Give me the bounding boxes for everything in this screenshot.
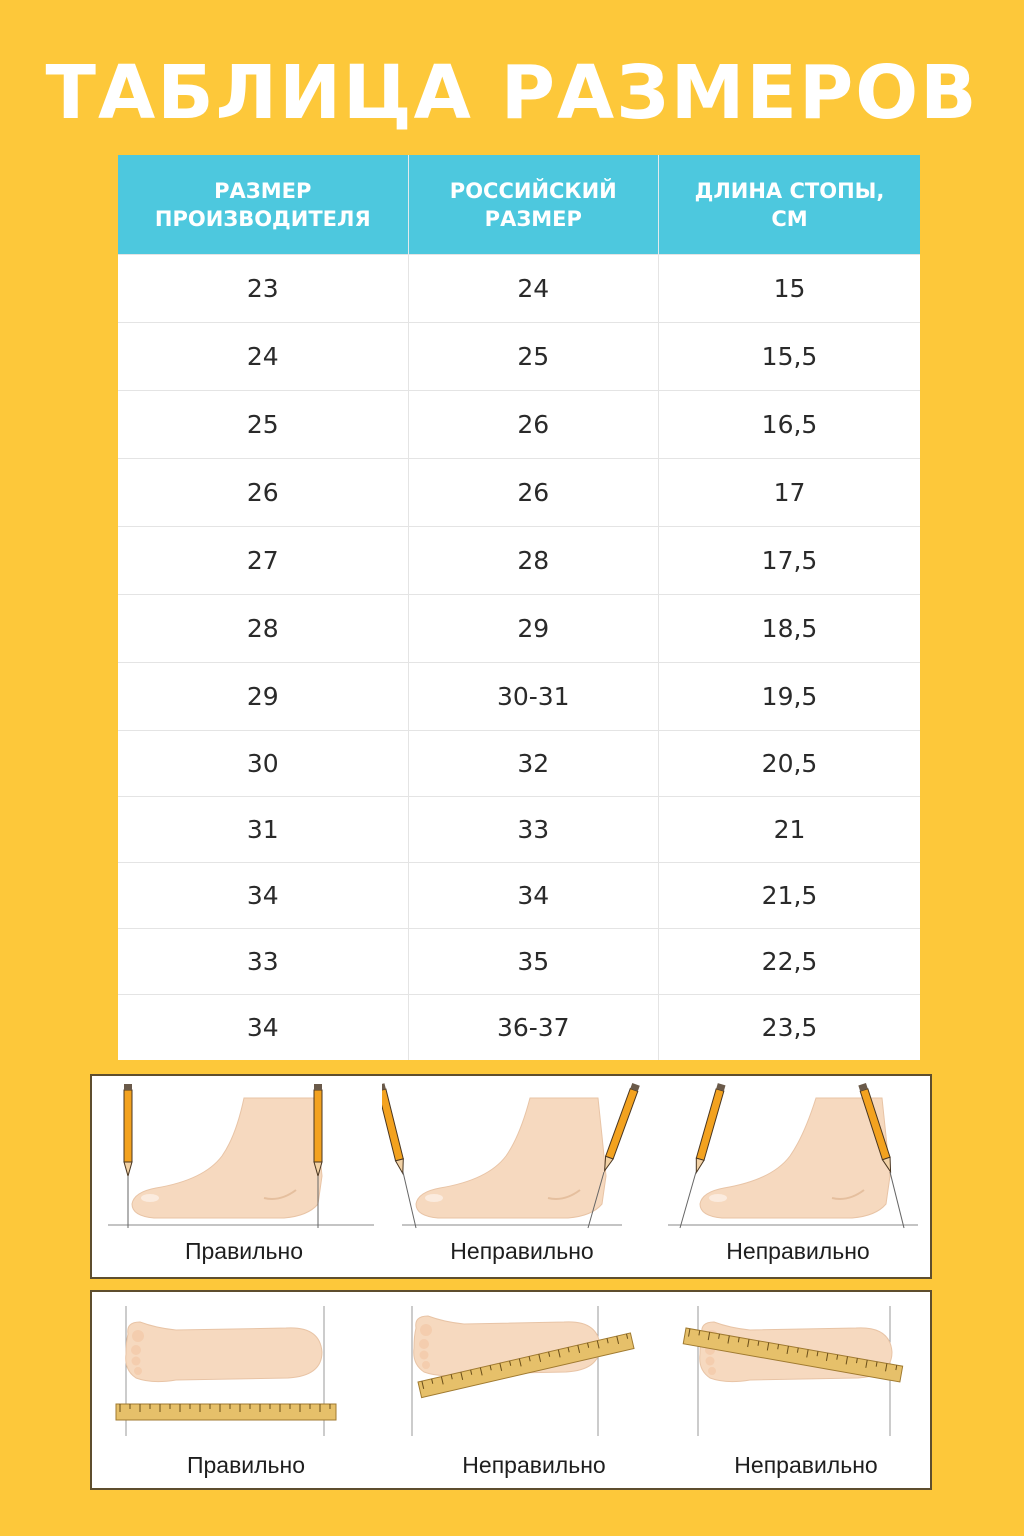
russian-size-cell: 32 <box>408 731 658 797</box>
manufacturer-size-cell: 23 <box>118 255 408 323</box>
top-view-incorrect-1 <box>394 1292 674 1488</box>
russian-size-cell: 36-37 <box>408 995 658 1061</box>
foot-length-cell: 17,5 <box>659 527 920 595</box>
russian-size-cell: 33 <box>408 797 658 863</box>
foot-top-with-ruler-icon <box>394 1292 674 1452</box>
top-view-panel <box>90 1290 932 1490</box>
manufacturer-size-cell: 24 <box>118 323 408 391</box>
foot-top-with-ruler-icon <box>666 1292 946 1452</box>
caption-incorrect-2: Неправильно <box>734 1452 878 1478</box>
russian-size-cell: 26 <box>408 459 658 527</box>
foot-length-cell: 22,5 <box>659 929 920 995</box>
table-row <box>118 527 920 595</box>
russian-size-cell: 24 <box>408 255 658 323</box>
foot-side-with-pencils-icon <box>382 1076 662 1236</box>
table-header-row <box>118 155 920 255</box>
table-row <box>118 391 920 459</box>
size-table <box>118 155 920 1060</box>
table-row <box>118 863 920 929</box>
top-view-incorrect-2 <box>666 1292 946 1488</box>
foot-length-cell: 15,5 <box>659 323 920 391</box>
russian-size-cell: 34 <box>408 863 658 929</box>
russian-size-cell: 35 <box>408 929 658 995</box>
foot-top-with-ruler-icon <box>106 1292 386 1452</box>
table-row <box>118 929 920 995</box>
manufacturer-size-cell: 31 <box>118 797 408 863</box>
manufacturer-size-cell: 25 <box>118 391 408 459</box>
table-row <box>118 323 920 391</box>
foot-length-cell: 23,5 <box>659 995 920 1061</box>
foot-length-cell: 19,5 <box>659 663 920 731</box>
caption-correct: Правильно <box>184 1238 304 1264</box>
foot-side-with-pencils-icon <box>658 1076 938 1236</box>
table-row <box>118 255 920 323</box>
russian-size-cell: 29 <box>408 595 658 663</box>
header-russian-size: РОССИЙСКИЙ РАЗМЕР <box>408 155 658 255</box>
table-body <box>118 255 920 1061</box>
table-row <box>118 595 920 663</box>
caption-incorrect-1: Неправильно <box>450 1238 594 1264</box>
foot-length-cell: 17 <box>659 459 920 527</box>
page-title: ТАБЛИЦА РАЗМЕРОВ <box>45 50 979 136</box>
manufacturer-size-cell: 29 <box>118 663 408 731</box>
caption-incorrect-1: Неправильно <box>462 1452 606 1478</box>
caption-correct: Правильно <box>186 1452 306 1478</box>
foot-length-cell: 21,5 <box>659 863 920 929</box>
table-row <box>118 995 920 1061</box>
manufacturer-size-cell: 30 <box>118 731 408 797</box>
side-view-correct <box>104 1076 384 1277</box>
table-row <box>118 731 920 797</box>
russian-size-cell: 30-31 <box>408 663 658 731</box>
table-row <box>118 663 920 731</box>
foot-length-cell: 20,5 <box>659 731 920 797</box>
foot-length-cell: 15 <box>659 255 920 323</box>
foot-side-with-pencils-icon <box>104 1076 384 1236</box>
manufacturer-size-cell: 34 <box>118 863 408 929</box>
manufacturer-size-cell: 27 <box>118 527 408 595</box>
side-view-incorrect-2 <box>658 1076 938 1277</box>
side-view-incorrect-1 <box>382 1076 662 1277</box>
russian-size-cell: 25 <box>408 323 658 391</box>
side-view-panel <box>90 1074 932 1279</box>
manufacturer-size-cell: 26 <box>118 459 408 527</box>
foot-length-cell: 18,5 <box>659 595 920 663</box>
header-foot-length: ДЛИНА СТОПЫ, СМ <box>659 155 920 255</box>
russian-size-cell: 28 <box>408 527 658 595</box>
caption-incorrect-2: Неправильно <box>726 1238 870 1264</box>
foot-length-cell: 21 <box>659 797 920 863</box>
manufacturer-size-cell: 33 <box>118 929 408 995</box>
top-view-correct <box>106 1292 386 1488</box>
table-row <box>118 797 920 863</box>
russian-size-cell: 26 <box>408 391 658 459</box>
table-row <box>118 459 920 527</box>
foot-length-cell: 16,5 <box>659 391 920 459</box>
manufacturer-size-cell: 28 <box>118 595 408 663</box>
manufacturer-size-cell: 34 <box>118 995 408 1061</box>
header-manufacturer-size: РАЗМЕР ПРОИЗВОДИТЕЛЯ <box>118 155 408 255</box>
